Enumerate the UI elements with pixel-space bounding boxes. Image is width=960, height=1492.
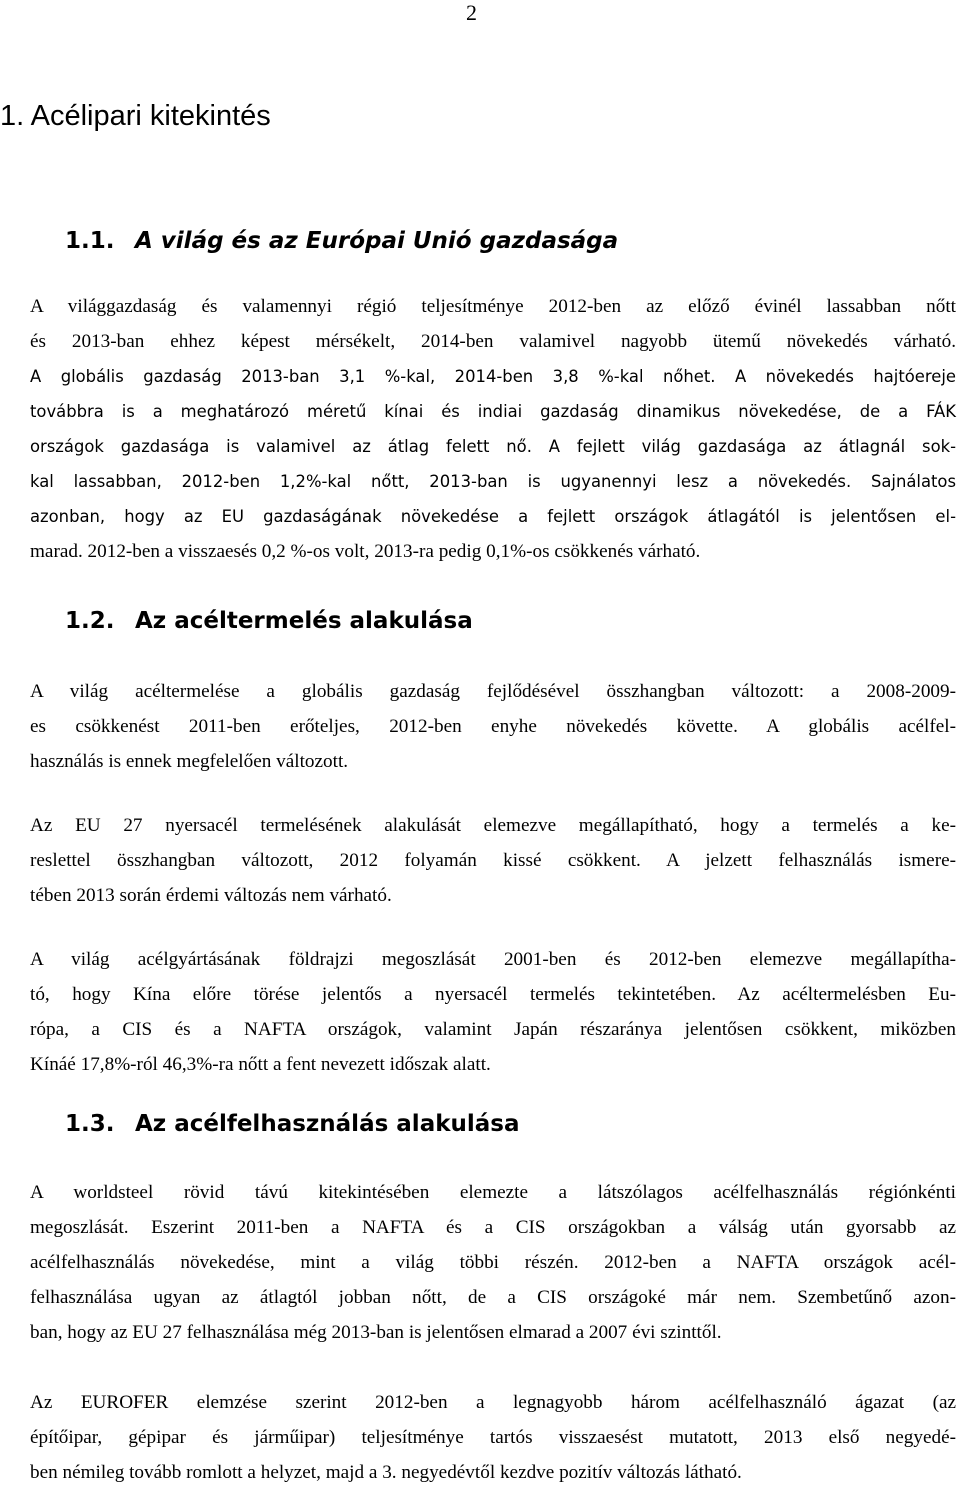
paragraph-line: építőipar, gépipar és járműipar) teljesítménye tartós visszaesést mutatott, 2013 első negyedé- [30,1427,956,1448]
page-number: 2 [466,0,477,25]
paragraph-line: Az EUROFER elemzése szerint 2012-ben a legnagyobb három acélfelhasználó ágazat (az [30,1392,956,1413]
paragraph-line: ban, hogy az EU 27 felhasználása még 2013-ban is jelentősen elmarad a 2007 évi szinttől. [30,1322,722,1343]
paragraph-line: A világ acéltermelése a globális gazdaság fejlődésével összhangban változott: a 2008-2009- [30,681,956,702]
paragraph-line: ben némileg tovább romlott a helyzet, majd a 3. negyedévtől kezdve pozitív változás látható. [30,1462,742,1483]
paragraph-line: használás is ennek megfelelően változott. [30,751,349,772]
paragraph-line: marad. 2012-ben a visszaesés 0,2 %-os volt, 2013-ra pedig 0,1%-os csökkenés várható. [30,541,701,562]
paragraph-1 [30,289,956,569]
section-heading-1-2 [65,608,473,634]
paragraph-line: A világgazdaság és valamennyi régió teljesítménye 2012-ben az előző évinél lassabban nőtt [30,296,956,317]
section-title: Az acéltermelés alakulása [135,608,473,634]
paragraph-line: acélfelhasználás növekedése, mint a világ többi részén. 2012-ben a NAFTA országok acél- [30,1252,956,1273]
paragraph-2 [30,674,956,779]
paragraph-line: rópa, a CIS és a NAFTA országok, valamint Japán részaránya jelentősen csökkent, miközben [30,1019,956,1040]
paragraph-line: A világ acélgyártásának földrajzi megoszlását 2001-ben és 2012-ben elemezve megállapítha- [30,949,956,970]
section-number: 1.1. [65,228,115,254]
paragraph-3 [30,808,956,913]
section-title: Az acélfelhasználás alakulása [135,1111,520,1137]
paragraph-line: kal lassabban, 2012-ben 1,2%-kal nőtt, 2013-ban is ugyanennyi lesz a növekedés. Sajnálatos [30,472,956,491]
paragraph-line: tó, hogy Kína előre törése jelentős a nyersacél termelés tekintetében. Az acéltermelésben Eu- [30,984,956,1005]
section-title: A világ és az Európai Unió gazdasága [135,228,619,254]
paragraph-line: azonban, hogy az EU gazdaságának növekedése a fejlett országok átlagától is jelentősen el- [30,507,956,526]
paragraph-line: A worldsteel rövid távú kitekintésében elemezte a látszólagos acélfelhasználás régiónkénti [30,1182,956,1203]
paragraph-line: es csökkenést 2011-ben erőteljes, 2012-ben enyhe növekedés követte. A globális acélfel- [30,716,956,737]
paragraph-line: Az EU 27 nyersacél termelésének alakulását elemezve megállapítható, hogy a termelés a ke- [30,815,956,836]
section-heading-1-1 [65,228,618,254]
paragraph-line: A globális gazdaság 2013-ban 3,1 %-kal, 2014-ben 3,8 %-kal nőhet. A növekedés hajtóereje [30,367,956,386]
paragraph-line: és 2013-ban ehhez képest mérsékelt, 2014-ben valamivel nagyobb ütemű növekedés várható. [30,331,956,352]
paragraph-line: továbbra is a meghatározó méretű kínai és indiai gazdaság dinamikus növekedése, de a FÁK [30,402,956,421]
paragraph-line: reslettel összhangban változott, 2012 folyamán kissé csökkent. A jelzett felhasználás ismere- [30,850,956,871]
paragraph-line: tében 2013 során érdemi változás nem várható. [30,885,392,906]
section-heading-1-3 [65,1111,520,1137]
chapter-heading: 1. Acélipari kitekintés [0,100,271,132]
paragraph-5 [30,1175,956,1350]
paragraph-line: Kínáé 17,8%-ról 46,3%-ra nőtt a fent nevezett időszak alatt. [30,1054,491,1075]
section-number: 1.2. [65,608,115,634]
section-number: 1.3. [65,1111,115,1137]
paragraph-line: országok gazdasága is valamivel az átlag felett nő. A fejlett világ gazdasága az átlagnál sok- [30,437,956,456]
paragraph-line: megoszlását. Eszerint 2011-ben a NAFTA és a CIS országokban a válság után gyorsabb az [30,1217,956,1238]
paragraph-6 [30,1385,956,1490]
paragraph-4 [30,942,956,1082]
paragraph-line: felhasználása ugyan az átlagtól jobban nőtt, de a CIS országoké már nem. Szembetűnő azon- [30,1287,956,1308]
